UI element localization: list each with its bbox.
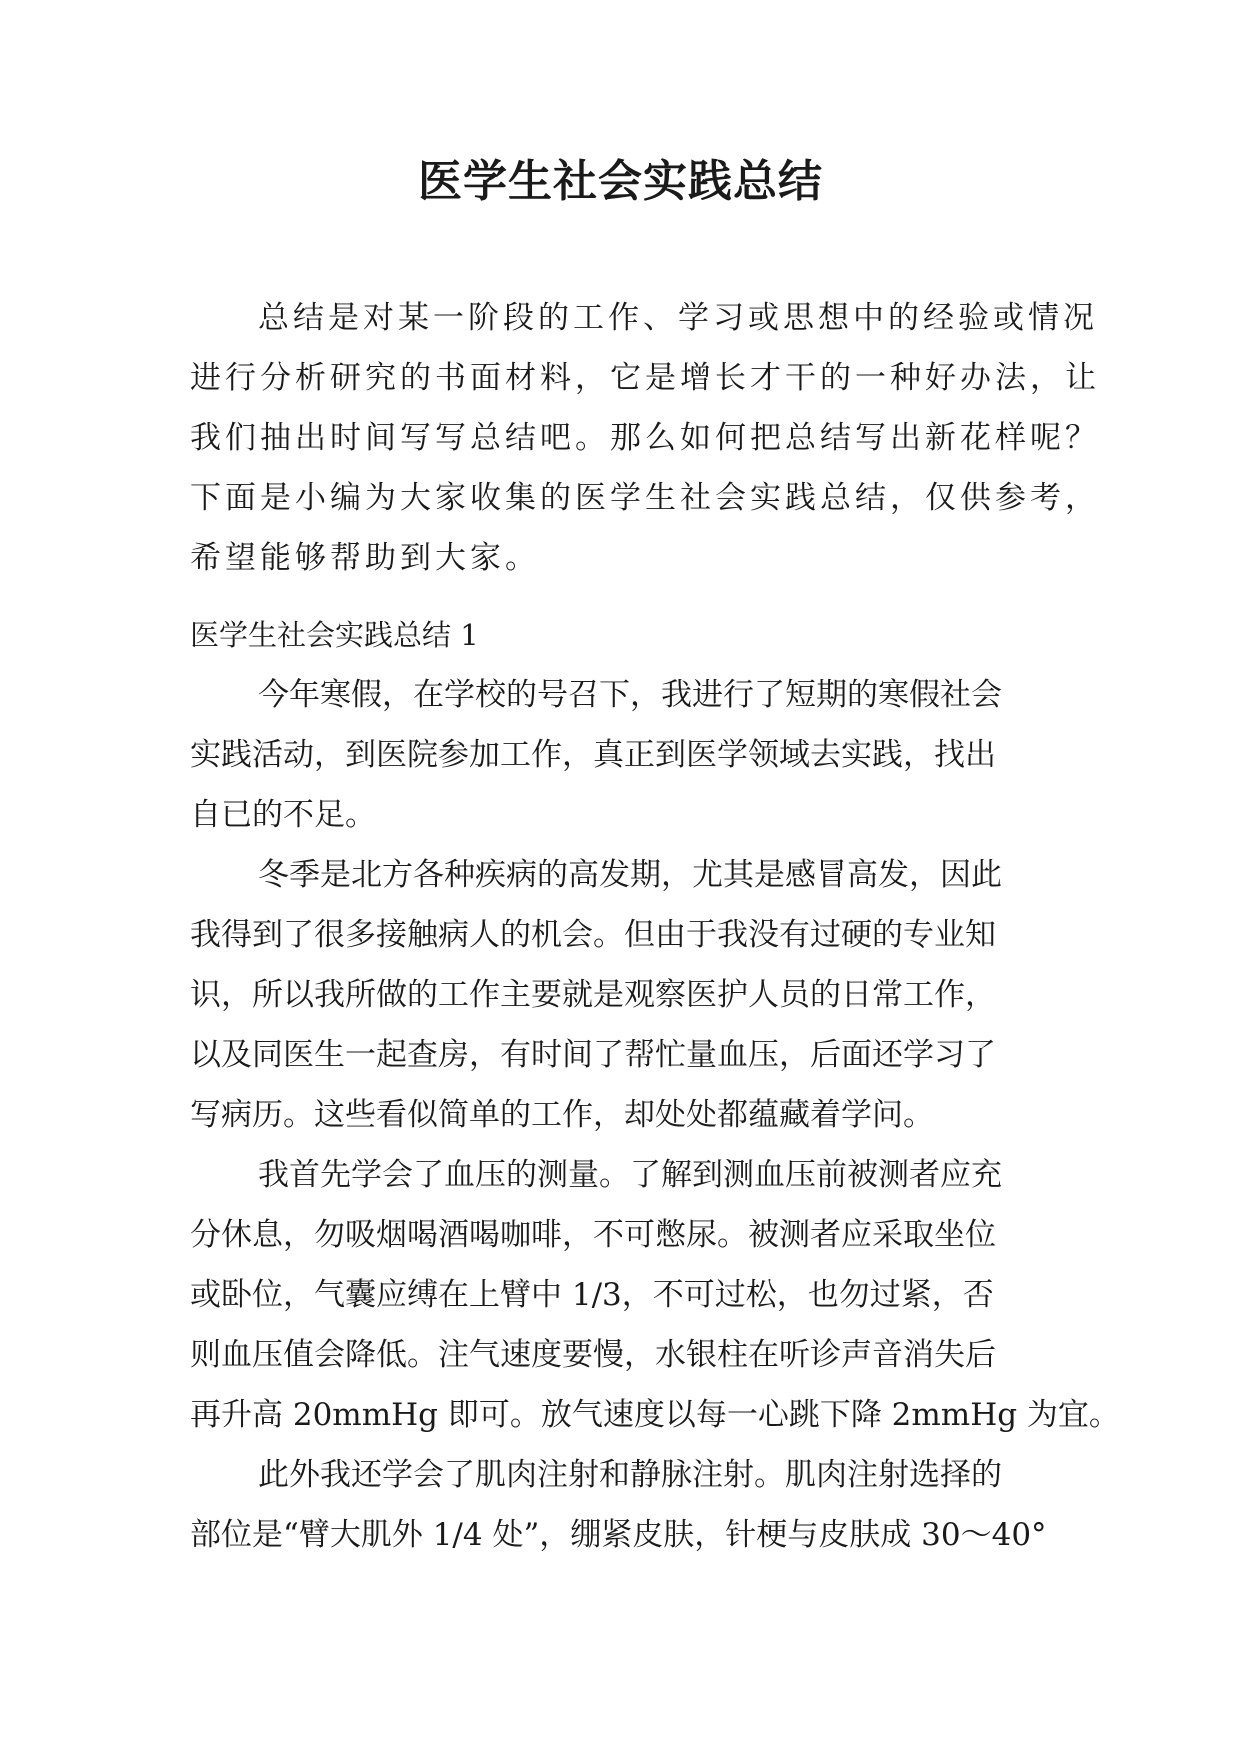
- document-title: 医学生社会实践总结: [418, 156, 823, 207]
- paragraph-4-line: 部位是“臂大肌外 1/4 处”，绷紧皮肤，针梗与皮肤成 30～40°: [190, 1517, 1047, 1553]
- paragraph-1-line: 自已的不足。: [190, 797, 376, 833]
- intro-line: 希望能够帮助到大家。: [190, 540, 540, 576]
- intro-line: 总结是对某一阶段的工作、学习或思想中的经验或情况: [258, 300, 1098, 336]
- paragraph-2-line: 以及同医生一起查房，有时间了帮忙量血压，后面还学习了: [190, 1037, 996, 1073]
- paragraph-4-line: 此外我还学会了肌肉注射和静脉注射。肌肉注射选择的: [258, 1457, 1002, 1493]
- paragraph-3-line: 则血压值会降低。注气速度要慢，水银柱在听诊声音消失后: [190, 1337, 996, 1373]
- paragraph-2-line: 写病历。这些看似简单的工作，却处处都蕴藏着学问。: [190, 1097, 934, 1133]
- paragraph-3-line: 分休息，勿吸烟喝酒喝咖啡，不可憋尿。被测者应采取坐位: [190, 1217, 996, 1253]
- paragraph-1-line: 实践活动，到医院参加工作，真正到医学领域去实践，找出: [190, 737, 996, 773]
- intro-line: 我们抽出时间写写总结吧。那么如何把总结写出新花样呢？: [190, 420, 1100, 456]
- paragraph-3-line: 我首先学会了血压的测量。了解到测血压前被测者应充: [258, 1157, 1002, 1193]
- section-heading: 医学生社会实践总结 1: [190, 618, 479, 652]
- intro-paragraph: [190, 288, 1100, 588]
- paragraph-1-line: 今年寒假，在学校的号召下，我进行了短期的寒假社会: [258, 677, 1002, 713]
- intro-line: 进行分析研究的书面材料，它是增长才干的一种好办法，让: [190, 360, 1100, 396]
- paragraph-3-line: 或卧位，气囊应缚在上臂中 1/3，不可过松，也勿过紧，否: [190, 1277, 994, 1313]
- body-text: [190, 665, 1120, 1565]
- paragraph-2-line: 我得到了很多接触病人的机会。但由于我没有过硬的专业知: [190, 917, 996, 953]
- intro-line: 下面是小编为大家收集的医学生社会实践总结，仅供参考，: [190, 480, 1100, 516]
- paragraph-2-line: 识，所以我所做的工作主要就是观察医护人员的日常工作，: [190, 977, 996, 1013]
- paragraph-3-line: 再升高 20mmHg 即可。放气速度以每一心跳下降 2mmHg 为宜。: [190, 1397, 1120, 1433]
- paragraph-2-line: 冬季是北方各种疾病的高发期，尤其是感冒高发，因此: [258, 857, 1002, 893]
